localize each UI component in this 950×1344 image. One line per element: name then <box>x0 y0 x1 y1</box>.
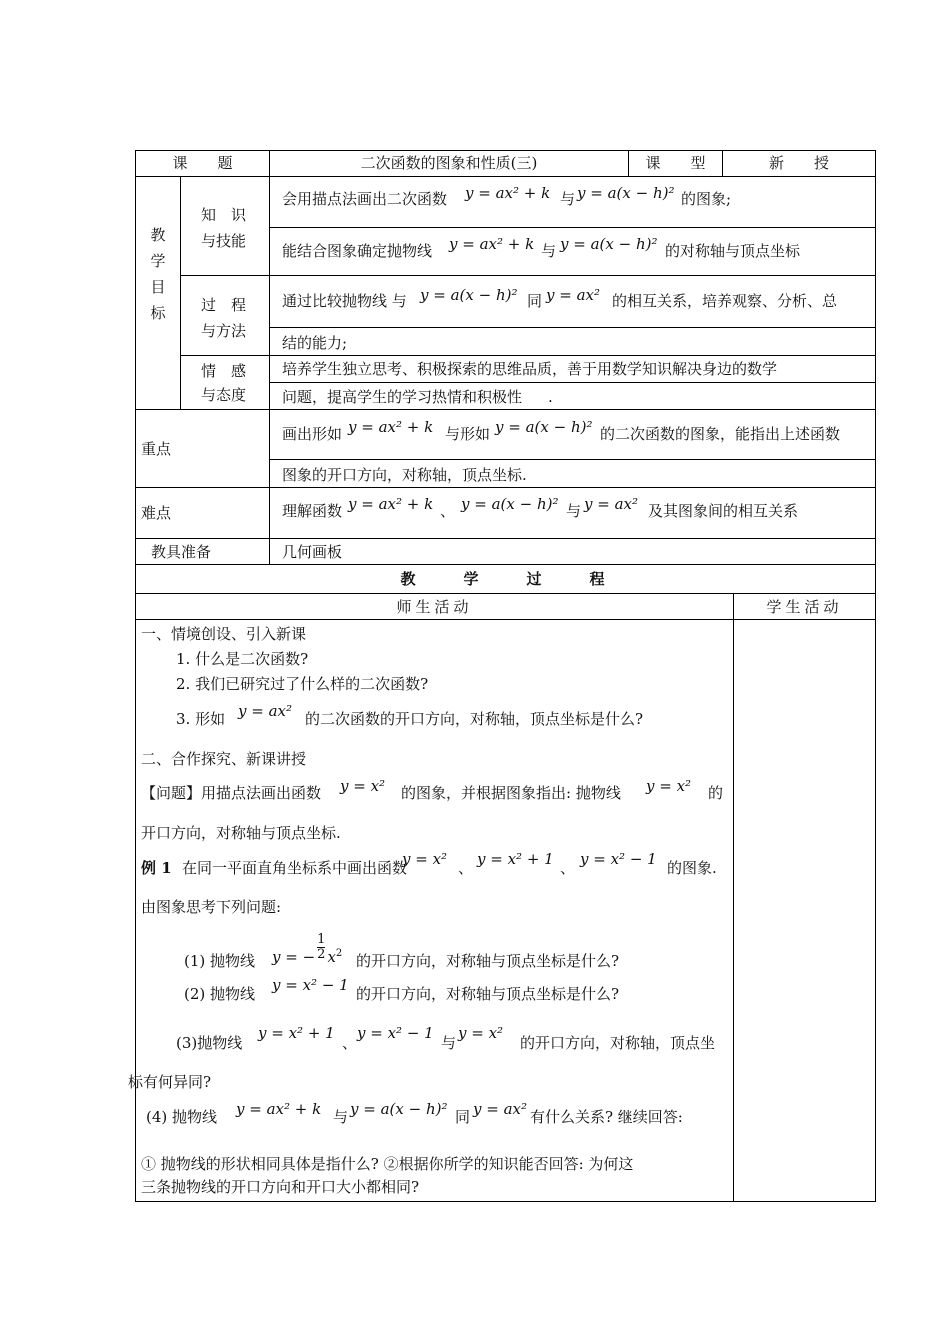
part-3-line-2: 标有何异同? <box>128 1073 212 1091</box>
border-left <box>135 150 136 1202</box>
col-divider <box>269 150 270 565</box>
think-line: 由图象思考下列问题: <box>141 898 282 916</box>
example-1-label: 例 1 <box>141 859 172 877</box>
row-divider <box>180 275 876 276</box>
question-2: 2. 我们已研究过了什么样的二次函数? <box>176 675 429 693</box>
formula-ax2: y = ax² <box>584 495 638 513</box>
knowledge-label-2: 与技能 <box>201 232 247 250</box>
process-line-1-text: 通过比较抛物线 与 <box>282 292 407 310</box>
row-divider <box>135 593 876 594</box>
knowledge-line-1-post: 的图象; <box>681 190 732 208</box>
key-points-line-1-mid: 与形如 <box>445 425 491 443</box>
section-2-title: 二、合作探究、新课讲授 <box>141 750 307 768</box>
difficulties-mid: 与 <box>566 502 582 520</box>
part-3-mid: 与 <box>441 1034 457 1052</box>
key-points-line-1-text: 画出形如 <box>282 425 343 443</box>
emotion-line-2-end: . <box>548 388 553 406</box>
row-divider <box>135 619 876 620</box>
key-points-label: 重点 <box>141 440 172 458</box>
difficulties-sep: 、 <box>440 502 456 520</box>
row-divider <box>135 409 876 410</box>
col-divider <box>733 593 734 1202</box>
process-label-1: 过 程 <box>201 296 247 314</box>
topic-label: 课 题 <box>172 154 233 172</box>
final-question-line-2: 三条抛物线的开口方向和开口大小都相同? <box>141 1178 420 1196</box>
knowledge-line-2-text: 能结合图象确定抛物线 <box>282 242 433 260</box>
part-4-post: 有什么关系? 继续回答: <box>530 1108 683 1126</box>
process-header: 教 学 过 程 <box>400 570 611 588</box>
formula-ax2k: y = ax² + k <box>348 495 434 513</box>
formula-axh: y = a(x − h)² <box>350 1100 448 1118</box>
problem-post: 的 <box>708 784 724 802</box>
teacher-column-header: 师生活动 <box>396 598 473 616</box>
formula-x2: y = x² <box>458 1024 504 1042</box>
col-divider <box>180 176 181 410</box>
border-bottom <box>135 1201 876 1202</box>
formula-x2: y = x² <box>402 850 448 868</box>
row-divider <box>269 227 876 228</box>
row-divider <box>135 176 876 177</box>
emotion-label-2: 与态度 <box>201 386 247 404</box>
part-3-sep: 、 <box>342 1034 358 1052</box>
formula-x2-plus-1: y = x² + 1 <box>477 850 554 868</box>
example-1-text: 在同一平面直角坐标系中画出函数 <box>182 859 408 877</box>
process-line-2: 结的能力; <box>282 334 348 352</box>
formula-ax2: y = ax² <box>473 1100 527 1118</box>
knowledge-line-2-mid: 与 <box>541 242 557 260</box>
row-divider <box>135 487 876 488</box>
knowledge-line-1-mid: 与 <box>560 190 576 208</box>
formula-axh: y = a(x − h)² <box>560 235 658 253</box>
part-4-mid2: 同 <box>455 1108 471 1126</box>
objectives-label: 教学目标 <box>150 226 166 322</box>
emotion-label-1: 情 感 <box>201 362 247 380</box>
formula-ax2k: y = ax² + k <box>236 1100 322 1118</box>
difficulties-text: 理解函数 <box>282 502 343 520</box>
type-value: 新 授 <box>768 154 829 172</box>
formula-ax2: y = ax² <box>238 702 292 720</box>
difficulties-post: 及其图象间的相互关系 <box>648 502 799 520</box>
part-2-post: 的开口方向，对称轴与顶点坐标是什么? <box>356 985 620 1003</box>
problem-text: 【问题】用描点法画出函数 <box>141 784 322 802</box>
row-divider <box>269 382 876 383</box>
formula-x2: y = x² <box>340 777 386 795</box>
part-2-text: (2) 抛物线 <box>184 985 256 1003</box>
formula-axh: y = a(x − h)² <box>577 184 675 202</box>
problem-mid: 的图象，并根据图象指出: 抛物线 <box>401 784 621 802</box>
key-points-line-1-post: 的二次函数的图象，能指出上述函数 <box>600 425 841 443</box>
knowledge-label-1: 知 识 <box>201 206 247 224</box>
part-4-mid: 与 <box>333 1108 349 1126</box>
emotion-line-1: 培养学生独立思考、积极探索的思维品质，善于用数学知识解决身边的数学 <box>282 360 778 378</box>
question-3-text: 3. 形如 <box>176 710 226 728</box>
part-1-text: (1) 抛物线 <box>184 952 256 970</box>
row-divider <box>135 538 876 539</box>
knowledge-line-2-post: 的对称轴与顶点坐标 <box>665 242 801 260</box>
formula-x2-minus-1: y = x² − 1 <box>580 850 657 868</box>
example-1-sep: 、 <box>560 859 576 877</box>
difficulties-label: 难点 <box>141 504 172 522</box>
formula-axh: y = a(x − h)² <box>495 418 593 436</box>
emotion-line-2: 问题，提高学生的学习热情和积极性 <box>282 388 523 406</box>
prep-value: 几何画板 <box>282 543 343 561</box>
formula-ax2k: y = ax² + k <box>348 418 434 436</box>
part-3-post: 的开口方向，对称轴，顶点坐 <box>520 1034 716 1052</box>
row-divider <box>269 327 876 328</box>
formula-axh: y = a(x − h)² <box>420 286 518 304</box>
border-right <box>875 150 876 1202</box>
prep-label: 教具准备 <box>151 543 212 561</box>
row-divider <box>269 459 876 460</box>
example-1-post: 的图象. <box>667 859 717 877</box>
part-1-post: 的开口方向，对称轴与顶点坐标是什么? <box>356 952 620 970</box>
row-divider <box>180 355 876 356</box>
knowledge-line-1-text: 会用描点法画出二次函数 <box>282 190 448 208</box>
key-points-line-2: 图象的开口方向，对称轴，顶点坐标. <box>282 466 527 484</box>
formula-ax2: y = ax² <box>546 286 600 304</box>
formula-axh: y = a(x − h)² <box>461 495 559 513</box>
border-top <box>135 150 876 151</box>
formula-ax2k: y = ax² + k <box>465 184 551 202</box>
example-1-sep: 、 <box>458 859 474 877</box>
formula-ax2k: y = ax² + k <box>449 235 535 253</box>
process-line-1-mid: 同 <box>527 292 543 310</box>
student-column-header: 学生活动 <box>766 598 843 616</box>
topic-value: 二次函数的图象和性质(三) <box>360 154 538 172</box>
process-line-1-post: 的相互关系，培养观察、分析、总 <box>612 292 838 310</box>
part-4-text: (4) 抛物线 <box>146 1108 218 1126</box>
section-1-title: 一、情境创设、引入新课 <box>141 625 307 643</box>
process-label-2: 与方法 <box>201 322 247 340</box>
question-1: 1. 什么是二次函数? <box>176 650 309 668</box>
problem-line-2: 开口方向，对称轴与顶点坐标. <box>141 824 341 842</box>
formula-neg-half-x2: y = − $\frac{1}{2}$ $x^2$ <box>272 932 343 966</box>
final-question-line-1: ① 抛物线的形状相同具体是指什么? ②根据你所学的知识能否回答: 为何这 <box>141 1155 634 1173</box>
formula-x2-plus-1: y = x² + 1 <box>258 1024 335 1042</box>
question-3-post: 的二次函数的开口方向，对称轴，顶点坐标是什么? <box>305 710 644 728</box>
formula-x2: y = x² <box>646 777 692 795</box>
part-3-text: (3)抛物线 <box>176 1034 243 1052</box>
formula-x2-minus-1: y = x² − 1 <box>272 976 349 994</box>
row-divider <box>135 564 876 565</box>
formula-x2-minus-1: y = x² − 1 <box>357 1024 434 1042</box>
type-label: 课 型 <box>645 154 706 172</box>
